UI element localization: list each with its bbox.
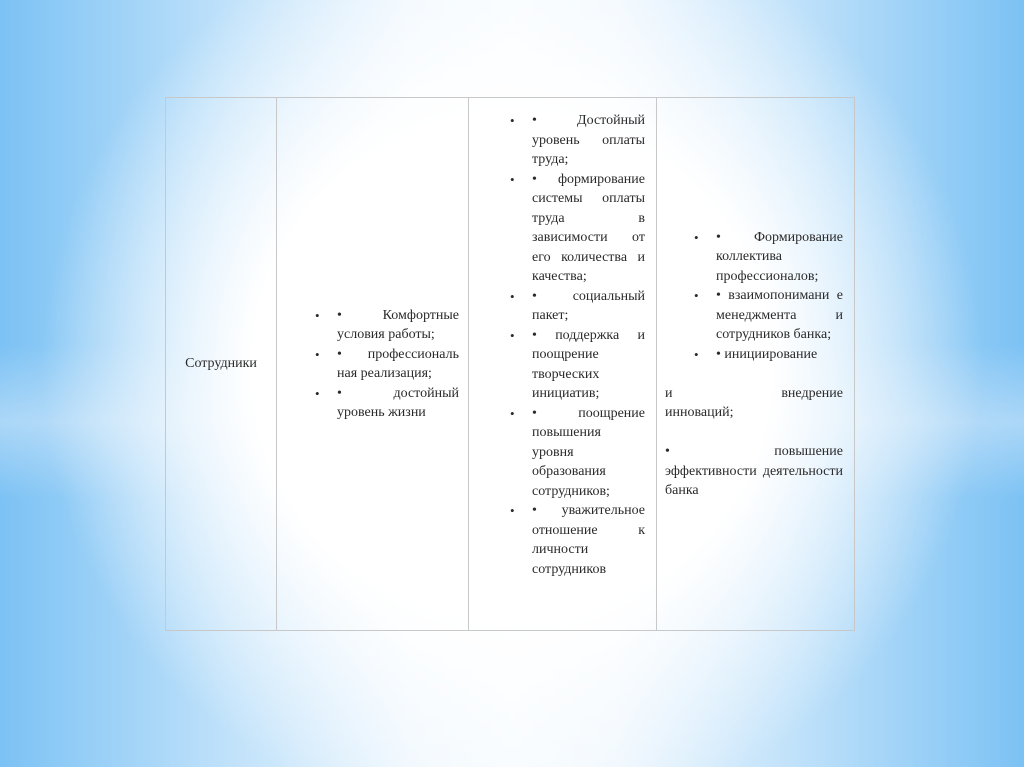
benefits-paragraph: и внедрение	[665, 385, 843, 401]
row-label-cell	[166, 98, 277, 631]
list-item: • • уважительное отношение к личности сотрудников	[532, 501, 645, 579]
list-item: • • достойный уровень жизни	[337, 384, 459, 423]
measures-list	[532, 111, 645, 579]
list-item: • • Достойный уровень оплаты труда;	[532, 111, 645, 170]
benefits-paragraph: инноваций;	[665, 405, 734, 420]
bank-benefits-cell	[657, 98, 855, 631]
list-item: • • поддержка и поощрение творческих инициатив;	[532, 326, 645, 404]
list-item: • • поощрение повышения уровня образования сотрудников;	[532, 404, 645, 502]
list-item: • • Комфортные условия работы;	[337, 306, 459, 345]
list-item: • • взаимопонимани е менеджмента и сотрудников банка;	[716, 286, 843, 345]
stakeholder-table	[165, 97, 855, 631]
row-label: Сотрудники	[185, 356, 257, 372]
list-item: • • Формирование коллектива профессионалов;	[716, 228, 843, 287]
benefits-paragraph: эффективности деятельности банка	[665, 463, 843, 498]
benefits-list	[716, 228, 843, 365]
list-item: • • формирование системы оплаты труда в зависимости от его количества и качества;	[532, 170, 645, 287]
expectations-list	[337, 306, 459, 423]
table-row	[166, 98, 855, 631]
list-item: • • инициирование	[716, 345, 843, 365]
benefits-paragraph: • повышение	[665, 444, 843, 459]
list-item: • • социальный пакет;	[532, 287, 645, 326]
expectations-cell	[277, 98, 469, 631]
list-item: • • профессиональ ная реализация;	[337, 345, 459, 384]
bank-measures-cell	[469, 98, 657, 631]
